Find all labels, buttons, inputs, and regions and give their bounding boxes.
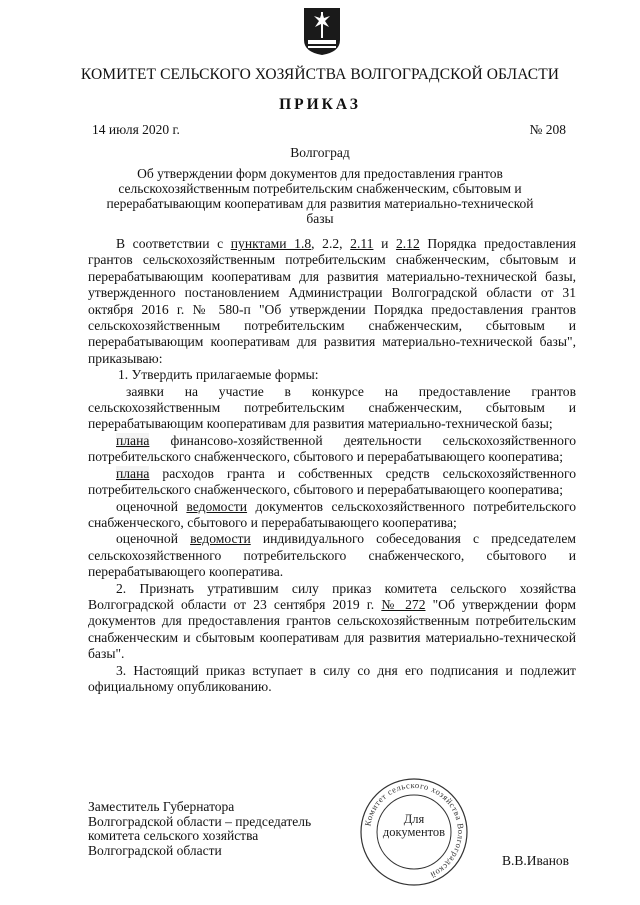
- document-type: ПРИКАЗ: [279, 96, 361, 113]
- link-point-2-12[interactable]: 2.12: [395, 236, 420, 251]
- organization-name: КОМИТЕТ СЕЛЬСКОГО ХОЗЯЙСТВА ВОЛГОГРАДСКОЙ ОБЛАСТИ: [80, 66, 560, 83]
- form-application: заявки на участие в конкурсе на предоставление грантов сельскохозяйственным потребительским снабженческим, сбытовым и перерабатывающим кооперативам для развития материально-технической базы;: [88, 383, 576, 432]
- link-plan[interactable]: плана: [116, 465, 150, 481]
- document-number: № 208: [529, 122, 566, 137]
- item-3: 3. Настоящий приказ вступает в силу со дня его подписания и подлежит официальному опубликованию.: [88, 662, 576, 694]
- intro-text: и: [373, 236, 396, 251]
- stamp-ring-text: Комитет сельского хозяйства Волгоградской: [362, 779, 467, 881]
- signature-block: [88, 800, 311, 858]
- item-2: [88, 581, 576, 663]
- document-subject: Об утверждении форм документов для предоставления грантов сельскохозяйственным потребительским снабженческим, сбытовым и перерабатывающим кооперативам для развития материально-технической базы: [106, 166, 534, 226]
- stamp-line: документов: [382, 825, 446, 839]
- form-financial-plan: [88, 433, 576, 466]
- item-text: 2. Признать утратившим силу приказ комитета сельского хозяйства Волгоградской области от 23 сентября 2019 г.: [88, 580, 576, 612]
- link-point-2-11[interactable]: 2.11: [350, 236, 374, 251]
- signer-title-line: комитета сельского хозяйства: [88, 828, 259, 843]
- form-interview-sheet: [88, 531, 576, 580]
- form-text: финансово-хозяйственной деятельности сельскохозяйственного потребительского снабженческого, сбытового и перерабатывающего кооператива;: [88, 432, 576, 465]
- coat-of-arms-emblem: [302, 6, 342, 56]
- form-expense-plan: [88, 466, 576, 499]
- document-city: Волгоград: [290, 145, 350, 160]
- signer-title-line: Волгоградской области: [88, 842, 222, 858]
- document-body: [88, 236, 576, 695]
- link-sheet[interactable]: ведомости: [190, 531, 251, 547]
- form-text: документов сельскохозяйственного потребительского снабженческого, сбытового и перерабатывающего кооператива;: [88, 498, 576, 530]
- signer-title-line: Заместитель Губернатора: [88, 799, 235, 814]
- link-order-272[interactable]: № 272: [381, 596, 426, 612]
- form-text: индивидуального собеседования с председателем сельскохозяйственного потребительского снабженческого, сбытового и перерабатывающего кооператива.: [88, 531, 576, 580]
- link-point-1-8[interactable]: пунктами 1.8: [230, 236, 312, 251]
- intro-text: , 2.2,: [311, 236, 351, 251]
- stamp-center-text: [378, 813, 450, 839]
- item-1: 1. Утвердить прилагаемые формы:: [118, 367, 319, 383]
- link-sheet[interactable]: ведомости: [186, 498, 248, 514]
- intro-paragraph: [88, 236, 576, 367]
- form-text: расходов гранта и собственных средств сельскохозяйственного потребительского снабженческого, сбытового и перерабатывающего кооператива;: [88, 465, 576, 498]
- link-plan[interactable]: плана: [116, 432, 150, 448]
- signer-name: В.В.Иванов: [502, 853, 570, 868]
- form-documents-sheet: [88, 499, 576, 532]
- form-text: оценочной: [116, 531, 191, 547]
- form-text: оценочной: [116, 498, 187, 514]
- intro-text: В соответствии с: [116, 236, 231, 251]
- stamp-line: Для: [403, 812, 425, 826]
- item-text: "Об утверждении форм документов для предоставления грантов сельскохозяйственным потребительским снабженческим и сбытовым кооперативам для развития материально-технической базы".: [88, 596, 576, 662]
- document-date: 14 июля 2020 г.: [92, 122, 180, 137]
- signer-title-line: Волгоградской области – председатель: [88, 813, 312, 829]
- intro-text: Порядка предоставления грантов сельскохозяйственным потребительским снабженческим, сбытовым и перерабатывающим кооперативам для развития материально-технической базы, утвержденного постановлением Администрации Волгоградской области от 31 октября 2016 г. № 580-п "Об утверждении Порядка предоставления грантов сельскохозяйственным потребительским снабженческим, сбытовым и перерабатывающим кооперативам для развития материально-технической базы", приказываю:: [88, 236, 576, 366]
